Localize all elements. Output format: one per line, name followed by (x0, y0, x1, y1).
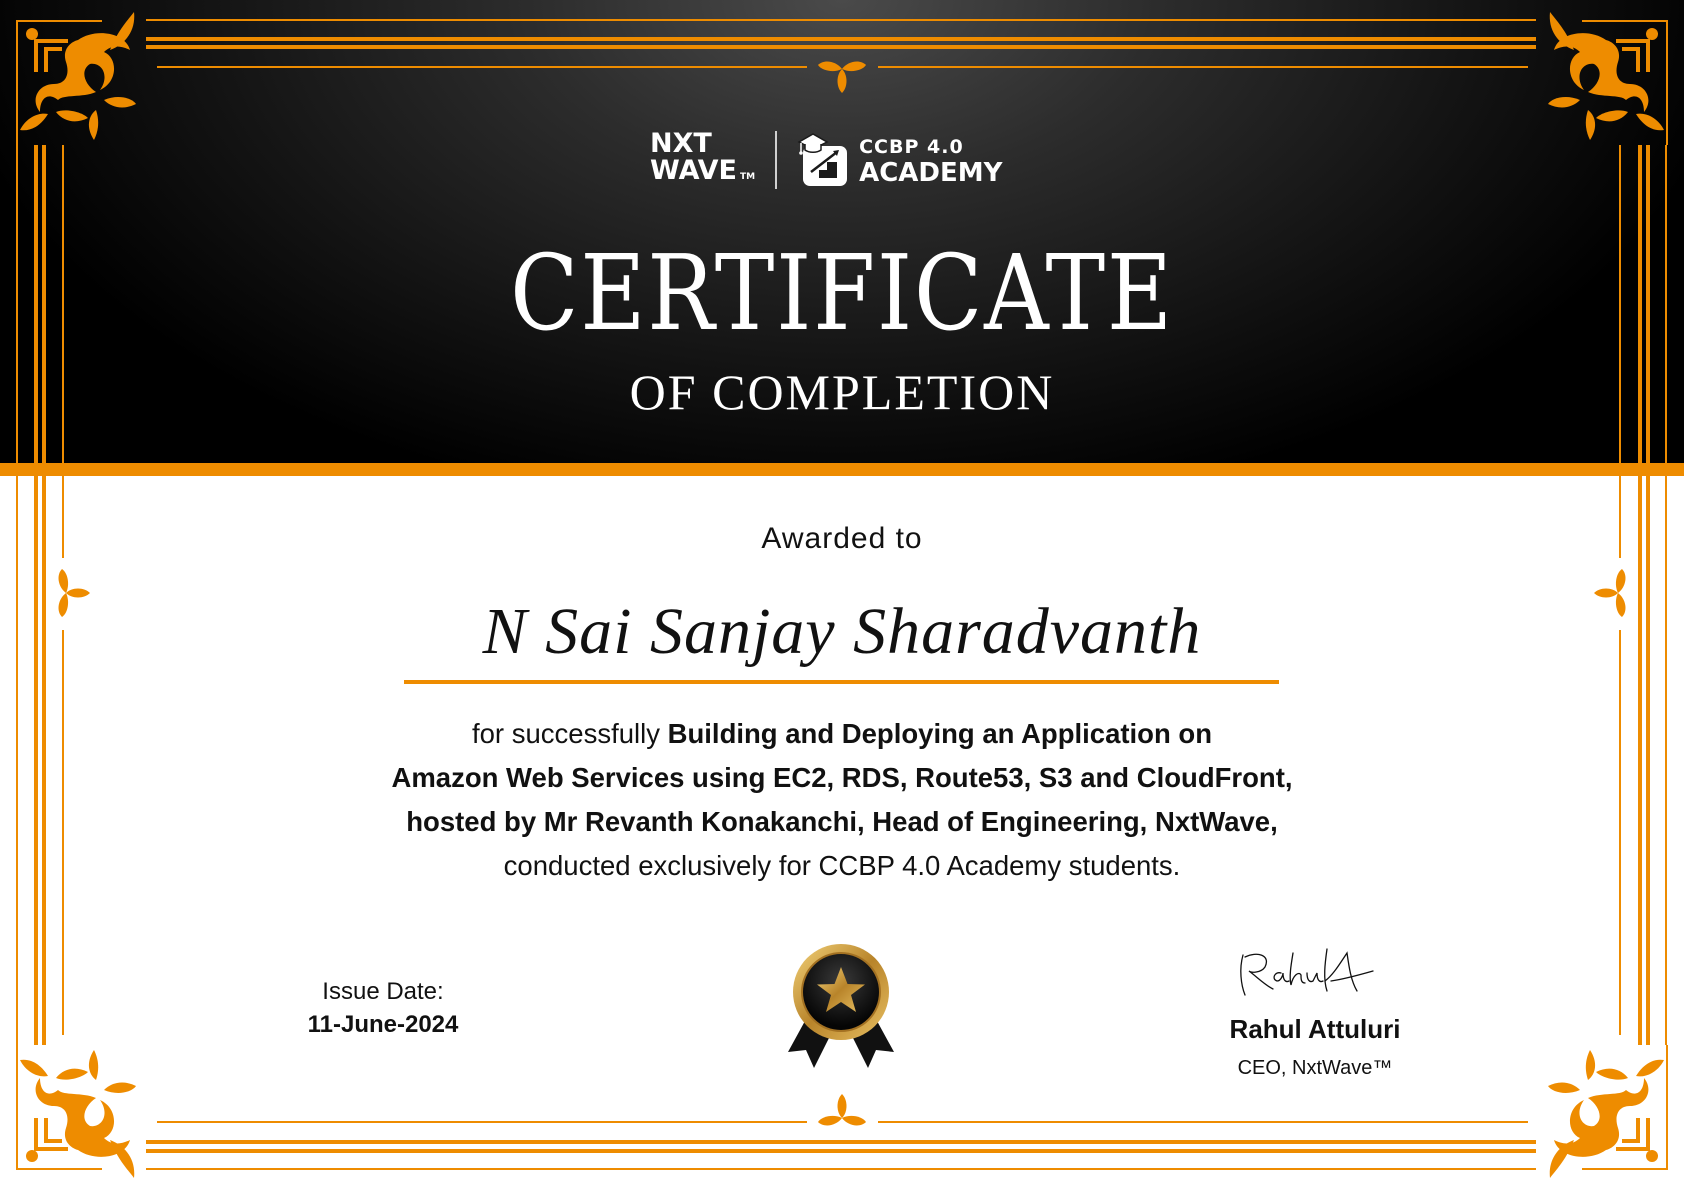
border-top-inner-line-right (878, 66, 1528, 68)
corner-flourish-top-left (0, 0, 150, 150)
border-top-thick-line-1 (146, 37, 1536, 41)
nxtwave-logo (650, 127, 756, 191)
academy-version: CCBP 4.0 (859, 136, 964, 158)
description-line-1-bold: Building and Deploying an Application on (667, 718, 1212, 749)
description-line-1 (200, 712, 1484, 756)
border-bottom-thick-line-1 (146, 1140, 1536, 1144)
border-right-inner-line-bottom (1619, 630, 1621, 1035)
border-top-inner-line-left (157, 66, 807, 68)
corner-flourish-top-right (1534, 0, 1684, 150)
border-left-inner-line-top (62, 145, 64, 558)
trefoil-ornament-bottom (816, 1092, 868, 1132)
border-top-thick-line-2 (146, 45, 1536, 49)
border-left-inner-line-bottom (62, 630, 64, 1035)
brand-logos (650, 127, 1003, 190)
recipient-underline (404, 680, 1279, 684)
description-line-2 (200, 756, 1484, 800)
certificate-description (200, 712, 1484, 888)
border-bottom-inner-line-left (157, 1121, 807, 1123)
corner-flourish-bottom-right (1534, 1040, 1684, 1190)
border-bottom-inner-line-right (878, 1121, 1528, 1123)
academy-logo-text (859, 134, 1002, 186)
signer-name: Rahul Attuluri (1229, 1014, 1401, 1044)
award-medal-star-icon (776, 940, 906, 1075)
academy-name: ACADEMY (859, 158, 1003, 188)
description-line-2-bold: Amazon Web Services using EC2, RDS, Route53, S3 and CloudFront, (391, 762, 1293, 793)
signer-role: CEO, NxtWave™ (1237, 1057, 1393, 1079)
border-bottom-outer-line (146, 1168, 1536, 1170)
corner-flourish-bottom-left (0, 1040, 150, 1190)
ceo-signature (1235, 945, 1385, 1005)
issue-date-label: Issue Date: (322, 978, 444, 1005)
academy-graduation-cap-icon (797, 132, 849, 188)
nxtwave-logo-line2: WAVE (650, 154, 737, 186)
certificate-title: CERTIFICATE (510, 232, 1174, 354)
description-line-3-bold: hosted by Mr Revanth Konakanchi, Head of Engineering, NxtWave, (406, 806, 1278, 837)
awarded-to-label: Awarded to (761, 522, 923, 555)
nxtwave-logo-line1: NXT (650, 127, 712, 159)
nxtwave-trademark: TM (739, 171, 756, 182)
trefoil-ornament-top (816, 55, 868, 95)
logo-separator (775, 131, 777, 189)
header-accent-band (0, 463, 1684, 476)
certificate-subtitle: OF COMPLETION (629, 364, 1055, 420)
border-bottom-thick-line-2 (146, 1149, 1536, 1153)
description-line-3 (200, 800, 1484, 844)
description-line-1-regular: for successfully (472, 718, 668, 749)
recipient-name: N Sai Sanjay Sharadvanth (482, 595, 1202, 668)
description-line-4: conducted exclusively for CCBP 4.0 Academy students. (503, 850, 1181, 881)
border-top-outer-line (146, 19, 1536, 21)
issue-date-value: 11-June-2024 (307, 1011, 459, 1038)
border-right-inner-line-top (1619, 145, 1621, 558)
